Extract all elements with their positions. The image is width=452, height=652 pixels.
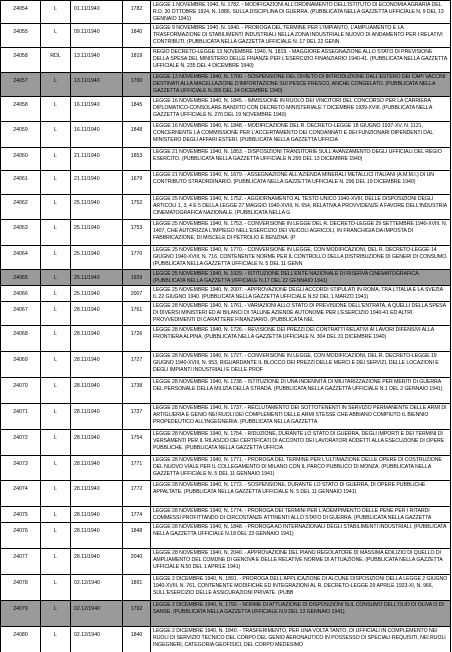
table-row	[1, 302, 451, 326]
act-description: LEGGE 28 NOVEMBRE 1940, N. 1771. - PROROGA DEL TERMINE PER L'ULTIMAZIONE DELLE OPERE DI COSTRUZIONE DEL NUOVO VIALE PER IL COLLEGAMENTO DI MILANO CON IL PARCO PUBBLICO DI MONZA. (PUBBLICATA NELLA GAZZETTA UFFICIALE N. 5 DEL 11 GENNAIO 1941)	[151, 456, 451, 480]
act-date: 28.11/1940	[71, 302, 123, 325]
act-type: L	[41, 404, 71, 429]
act-number: 1761	[123, 302, 151, 325]
table-row	[1, 507, 451, 523]
table-row	[1, 352, 451, 378]
act-number: 1891	[123, 575, 151, 600]
act-date: 02.12/1940	[71, 575, 123, 600]
act-description: LEGGE 21 NOVEMBRE 1940, N. 1679. - ASSEGNAZIONE ALL'AZIENDA MINERALI METALLICI ITALIANI (A.M.M.I.) DI UN CONTRIBUTO STRAORDINARIO. (PUBBLICATA NELLA GAZZETTA UFFICIALE N. 296 DEL 19 DICEMBRE 1940)	[151, 171, 451, 194]
act-number: 1819	[123, 48, 151, 72]
act-date: 13.11/1940	[71, 73, 123, 96]
act-date: 16.11/1940	[71, 97, 123, 121]
act-type: L	[41, 270, 71, 285]
act-number: 1726	[123, 326, 151, 351]
table-row	[1, 601, 451, 627]
act-date: 16.11/1940	[71, 122, 123, 147]
act-description: LEGGE 28 NOVEMBRE 1940, N. 2040. - APPROVAZIONE DEL PIANO REGOLATORE DI MASSIMA EDILIZIO DI QUELLO DI AMPLIAMENTO DEL COMUNE DI GENOVA E DELLE RELATIVE NORME DI ATTUAZIONE. (PUBBLICATA NELLA GAZZETTA UFFICIALE N.50 DEL 1 APRILE 1941)	[151, 549, 451, 574]
record-number: 24059	[1, 122, 41, 147]
act-date: 28.11/1940	[71, 326, 123, 351]
record-number: 24066	[1, 286, 41, 301]
act-type: L	[41, 73, 71, 96]
act-date: 21.11/1940	[71, 171, 123, 194]
act-type: L	[41, 378, 71, 403]
table-row	[1, 1, 451, 24]
act-description: LEGGE 28 NOVEMBRE 1940, N. 1754. - RIDUZIONE, DURANTE LO STATO DI GUERRA, DEGLI IMPORTI E DEI TERMINI DI VERSAMENTI PER IL RILASCIO DEI CERTIFICATI DI ACCONTO DEI LAVORATORI ADDETTI ALLA ESECUZIONE DI OPERE PUBBLICHE. (PUBBLICATA NELLA GAZZETTA UFFICIA	[151, 430, 451, 455]
act-description: LEGGE 16 NOVEMBRE 1940, N. 1845. - IMMISSIONE IN RUOLO DEI VINCITORI DEL CONCORSO PER LA CARRIERA DIPLOMATICO-CONSOLARE BANDITO CON DECRETO MINISTERIALE 7 DICEMBRE 1939-XVIII. (PUBBLICATA NELLA GAZZETTA UFFICIALE N. 270 DEL 19 NOVEMBRE 1940)	[151, 97, 451, 121]
act-number: 1774	[123, 507, 151, 522]
record-number: 24069	[1, 352, 41, 377]
act-number: 1700	[123, 73, 151, 96]
act-number: 1679	[123, 171, 151, 194]
act-number: 2007	[123, 286, 151, 301]
act-date: 09.11/1940	[71, 24, 123, 47]
act-description: LEGGE 25 NOVEMBRE 1940, N. 1753. - CONVERSIONE IN LEGGE DEL R. DECRETO-LEGGE 29 SETTEMBRE 1940-XVIII, N. 1407, CHE AUTORIZZA L'IMPIEGO NELL'ESERCIZIO DEI VEICOLI AGRICOLI, IN FRANCHIGIA DA IMPOSTA DI FABBRICAZIONE, DI MISCELE DI PETROLIO E BENZINA. (P	[151, 220, 451, 245]
record-number: 24064	[1, 246, 41, 269]
record-number: 24076	[1, 523, 41, 548]
act-date: 13.11/1940	[71, 48, 123, 72]
act-number: 1782	[123, 1, 151, 23]
record-number: 24070	[1, 378, 41, 403]
act-description: LEGGE 28 NOVEMBRE 1940, N. 1738. - ISTITUZIONE DI UNA INDENNITÀ DI MILITARIZZAZIONE PER MERITI DI GUERRA DEL PERSONALE DELLA MILIZIA DELLA STRADA. (PUBBLICATA NELLA GAZZETTA UFFICIALE N.1 DEL 2 GENNAIO 1941)	[151, 378, 451, 403]
act-description: LEGGE 2 DICEMBRE 1940, N. 1840. - TRASFERIMENTO, PER UNA VOLTA TANTO, DI UFFICIALI IN COMPLEMENTO NEI RUOLI DI SERVIZIO TECNICO DEL CORPO DEL GENIO AERONAUTICO IN POSSESSO DI SPECIALI REQUISITI, NEI RUOLI INGEGNERI, CATEGORIA GEOFISICI, DEL CORPO MEDESIMO	[151, 627, 451, 652]
act-number: 1853	[123, 148, 151, 170]
table-row	[1, 48, 451, 73]
table-row	[1, 148, 451, 171]
record-number: 24074	[1, 481, 41, 506]
act-description: LEGGE 25 NOVEMBRE 1940, N. 1752. - AGGIORNAMENTO AL TESTO UNICO 1940-XVIII, DELLE DISPOSIZIONI DEGLI ARTICOLI 1, 3, 4 E 5 DELLA LEGGE 27 MAGGIO 1940-XVIII, N. 654, RELATIVA A PROVVIDENZE A FAVORE DELL'INDUSTRIA CINEMATOGRAFICA NAZIONALE. (PUBBLICATA NELLA G	[151, 195, 451, 219]
act-date: 25.11/1940	[71, 220, 123, 245]
record-number: 24079	[1, 601, 41, 626]
act-type: L	[41, 171, 71, 194]
record-number: 24065	[1, 270, 41, 285]
act-date: 28.11/1940	[71, 352, 123, 377]
record-number: 24075	[1, 507, 41, 522]
act-type: L	[41, 246, 71, 269]
act-number: 1752	[123, 195, 151, 219]
record-number: 24057	[1, 73, 41, 96]
record-number: 24058	[1, 97, 41, 121]
table-row	[1, 195, 451, 220]
table-row	[1, 24, 451, 48]
record-number: 24071	[1, 404, 41, 429]
act-description: REGIO DECRETO-LEGGE 13 NOVEMBRE 1940, N. 1819. - MAGGIORE ASSEGNAZIONE ALLO STATO DI PREVISIONE DELLA SPESA DEL MINISTERO DELLE FINANZE PER L'ESERCIZIO FINANZIARIO 1940-41. (PUBBLICATA NELLA GAZZETTA UFFICIALE N. 235 DEL 4 DICEMBRE 1940)	[151, 48, 451, 72]
act-type: L	[41, 481, 71, 506]
table-row	[1, 326, 451, 352]
act-number: 1840	[123, 24, 151, 47]
act-type: L	[41, 456, 71, 480]
act-description: LEGGE 25 NOVEMBRE 1940, N. 1770. - CONVERSIONE IN LEGGE, CON MODIFICAZIONI, DEL R. DECRETO-LEGGE 14 GIUGNO 1940-XVIII, N. 716, CONTENENTE NORME PER IL CONTROLLO DELLA DISTRIBUZIONE DI GENERI DI CONSUMO. (PUBBLICATA NELLA GAZZETTA UFFICIALE N. 5 DEL 11 GENN	[151, 246, 451, 269]
act-number: 1840	[123, 627, 151, 652]
act-number: 1845	[123, 97, 151, 121]
record-number: 24063	[1, 220, 41, 245]
act-date: 02.12/1940	[71, 601, 123, 626]
record-number: 24054	[1, 1, 41, 23]
act-type: L	[41, 97, 71, 121]
act-description: LEGGE 28 NOVEMBRE 1940, N. 1737. - RECLUTAMENTO DEI SOTTOTENENTI IN SERVIZIO PERMANENTE DELLE ARMI DI ARTIGLIERIA E GENIO NEI RUOLI DEI COMPLEMENTI DELLE ARMI STESSE CHE ABBIANO COMPIUTO IL BIENNIO PROPEDEUTICO ALL'INGEGNERIA. (PUBBLICATA NELLA GAZZETTA	[151, 404, 451, 429]
act-date: 25.11/1940	[71, 270, 123, 285]
act-description: LEGGE 28 NOVEMBRE 1940, N. 1727. - CONVERSIONE IN LEGGE, CON MODIFICAZIONI, DEL R. DECRETO-LEGGE 19 GIUGNO 1940-XVIII, N. 953, RIGUARDANTE IL BLOCCO DEI PREZZI DELLE MERCI E DEI SERVIZI, DELLE LOCAZIONI E DEGLI IMPIANTI INDUSTRIALI E DELLE PROF	[151, 352, 451, 377]
act-type: L	[41, 286, 71, 301]
record-number: 24055	[1, 24, 41, 47]
act-date: 28.11/1940	[71, 523, 123, 548]
act-description: LEGGE 25 NOVEMBRE 1940, N. 1929. - ISTITUZIONE DELL'ENTE NAZIONALE DI RISERVA CINEMATOGRAFICA. (PUBBLICATA NELLA GAZZETTA UFFICIALE N.17 DEL 22 GENNAIO 1941)	[151, 270, 451, 285]
record-number: 24078	[1, 575, 41, 600]
act-type: L	[41, 430, 71, 455]
record-number: 24073	[1, 456, 41, 480]
act-description: LEGGE 21 NOVEMBRE 1940, N. 1853. - DISPOSIZIONI TRANSITORIE SULL'AVANZAMENTO DEGLI UFFICIALI DEL REGIO ESERCITO. (PUBBLICATA NELLA GAZZETTA UFFICIALE N.290 DEL 13 DICEMBRE 1940)	[151, 148, 451, 170]
act-date: 02.12/1940	[71, 627, 123, 652]
act-description: LEGGE 16 NOVEMBRE 1940, N. 1848. - MODIFICAZIONE DEL R. DECRETO-LEGGE 18 GIUGNO 1937-XV, N. 1121, CONCERNENTE LA COMMISSIONE PER L'ACCERTAMENTO DEI CONDANNATI E DEI FUNZIONARI DIPENDENTI DAL MINISTERO DEGLI AFFARI ESTERI. (PUBBLICATA NELLA GAZZETTA UFFICIA	[151, 122, 451, 147]
act-type: L	[41, 575, 71, 600]
act-description: LEGGE 1 NOVEMBRE 1940, N. 1782. - MODIFICAZIONI ALL'ORDINAMENTO DELL'ISTITUTO DI ECONOMIA AGRARIA DEL R.D. 30 OTTOBRE 1924, N. 1886, SULLA DISCIPLINA DI GUERRA. (PUBBLICATA NELLA GAZZETTA UFFICIALE N. 9 DEL 13 GENNAIO 1941)	[151, 1, 451, 23]
record-number: 24068	[1, 326, 41, 351]
table-row	[1, 286, 451, 302]
act-description: LEGGE 28 NOVEMBRE 1940, N. 1848. - PROROGA AD INTERNAZIONALI DEGLI STABILIMENTI INDUSTRIALI. (PUBBLICATA NELLA GAZZETTA UFFICIALE N.18 DEL 23 GENNAIO 1941)	[151, 523, 451, 548]
act-date: 25.11/1940	[71, 286, 123, 301]
table-row	[1, 523, 451, 549]
table-row	[1, 549, 451, 575]
act-number: 1770	[123, 246, 151, 269]
act-date: 28.11/1940	[71, 507, 123, 522]
act-number: 1848	[123, 122, 151, 147]
record-number: 24062	[1, 195, 41, 219]
act-description: LEGGE 28 NOVEMBRE 1940, N. 1774. - PROROGA DEI TERMINI PER L'ADEMPIMENTO DELLE PENE PER I RITARDI COMMESSI PROFITTANDO DI CIRCOSTANZE ATTINENTI ALLO STATO DI GUERRA. (PUBBLICATA NELLA GAZZETTA	[151, 507, 451, 522]
table-row	[1, 481, 451, 507]
act-number: 1772	[123, 481, 151, 506]
record-number: 24060	[1, 148, 41, 170]
record-number: 24061	[1, 171, 41, 194]
act-date: 28.11/1940	[71, 481, 123, 506]
act-description: LEGGE 13 NOVEMBRE 1940, N. 1700. - SOSPENSIONE DEL DIVIETO DI INTRODUZIONE DALL'ESTERO DEI CAPI VACCINI DESTINATI ALLA MACELLAZIONE D'IMPORTAZIONE SUI PESCE FRESCO, ANCHE CONGELATO. (PUBBLICATA NELLA GAZZETTA UFFICIALE N.300 DEL 24 DICEMBRE 1940)	[151, 73, 451, 96]
table-row	[1, 220, 451, 246]
act-type: L	[41, 523, 71, 548]
table-row	[1, 122, 451, 148]
table-row	[1, 97, 451, 122]
act-description: LEGGE 25 NOVEMBRE 1940, N. 2007. - APPROVAZIONE DEGLI ACCORDI STIPULATI IN ROMA, TRA L'ITALIA E LA SVEZIA IL 22 GIUGNO 1940. (PUBBLICATA NELLA GAZZETTA UFFICIALE N.52 DEL 1 MARZO 1941)	[151, 286, 451, 301]
act-number: 1738	[123, 378, 151, 403]
table-row	[1, 575, 451, 601]
act-number: 1754	[123, 430, 151, 455]
table-row	[1, 246, 451, 270]
act-date: 21.11/1940	[71, 148, 123, 170]
act-number: 1848	[123, 523, 151, 548]
table-row	[1, 430, 451, 456]
record-number: 24067	[1, 302, 41, 325]
act-type: L	[41, 1, 71, 23]
act-date: 28.11/1940	[71, 404, 123, 429]
record-number: 24080	[1, 627, 41, 652]
act-date: 28.11/1940	[71, 378, 123, 403]
act-type: L	[41, 549, 71, 574]
act-type: L	[41, 302, 71, 325]
act-number: 2040	[123, 549, 151, 574]
act-date: 01.11/1940	[71, 1, 123, 23]
table-row	[1, 627, 451, 652]
record-number: 24077	[1, 549, 41, 574]
act-description: LEGGE 2 DICEMBRE 1940, N. 1891. - PROROGA DELL'APPLICAZIONE DI ALCUNE DISPOSIZIONI DELLA LEGGE 2 GIUGNO 1940-XVIII, N. 761, CONTENENTE MODIFICHE ED INTEGRAZIONI AL R. DECRETO-LEGGE 29 APRILE 1923-XI, N. 966, SULL'ESERCIZIO DELLE ASSICURAZIONI PRIVATE. (PUBB	[151, 575, 451, 600]
table-row	[1, 378, 451, 404]
table-row	[1, 73, 451, 97]
act-date: 28.11/1940	[71, 549, 123, 574]
act-date: 28.11/1940	[71, 430, 123, 455]
act-date: 25.11/1940	[71, 246, 123, 269]
record-number: 24058	[1, 48, 41, 72]
act-type: L	[41, 507, 71, 522]
act-type: L	[41, 601, 71, 626]
act-type: L	[41, 627, 71, 652]
act-type: L	[41, 220, 71, 245]
table-row	[1, 270, 451, 286]
record-number: 24072	[1, 430, 41, 455]
act-type: RDL	[41, 48, 71, 72]
act-number: 1727	[123, 352, 151, 377]
act-number: 1753	[123, 220, 151, 245]
act-type: L	[41, 326, 71, 351]
act-type: L	[41, 148, 71, 170]
act-number: 1771	[123, 456, 151, 480]
act-description: LEGGE 9 NOVEMBRE 1940, N. 1840. - PROROGA DEL TERMINE PER L'IMPIANTO, L'AMPLIAMENTO E LA TRASFORMAZIONE DI STABILIMENTI INDUSTRIALI NELLA ZONA INDUSTRIALE NUOVO DI ANDAMENTO PER I RELATIVI CONTRIBUTI. (PUBBLICATA NELLA GAZZETTA UFFICIALE N. 17 DEL 22 GENN	[151, 24, 451, 47]
act-date: 25.11/1940	[71, 195, 123, 219]
act-type: L	[41, 195, 71, 219]
table-row	[1, 456, 451, 481]
act-number: 1792	[123, 601, 151, 626]
act-number: 1929	[123, 270, 151, 285]
table-row	[1, 171, 451, 195]
act-description: LEGGE 2 DICEMBRE 1940, N. 1792. - NORME DI ATTUAZIONE DI DISPOSIZIONI SUL CONSUMO DELL'OLIO DI OLIVA O DI SANSE. (PUBBLICATA NELLA GAZZETTA UFFICIALE N.9 DEL 13 GENNAIO 1941)	[151, 601, 451, 626]
act-type: L	[41, 122, 71, 147]
act-number: 1737	[123, 404, 151, 429]
table-row	[1, 404, 451, 430]
act-description: LEGGE 28 NOVEMBRE 1940, N. 1772. - SOSPENSIONE, DURANTE LO STATO DI GUERRA, DI OPERE PUBBLICHE APPALTATE. (PUBBLICATA NELLA GAZZETTA UFFICIALE N. 5 DEL 11 GENNAIO 1941)	[151, 481, 451, 506]
act-date: 28.11/1940	[71, 456, 123, 480]
act-type: L	[41, 352, 71, 377]
act-type: L	[41, 24, 71, 47]
act-description: LEGGE 28 NOVEMBRE 1940, N. 1761. - VARIAZIONI ALLO STATO DI PREVISIONE DELL'ENTRATA, A QUELLI DELLA SPESA DI DIVERSI MINISTERI ED AI BILANCI DI TALUNE AZIENDE AUTONOME PER L'ESERCIZIO 1940-41 ED ALTRI PROVVEDIMENTI DI CARATTERE FINANZIARIO. (PUBBLICATA NEL	[151, 302, 451, 325]
act-description: LEGGE 28 NOVEMBRE 1940, N. 1726. - REVISIONE DEI PREZZI DEI CONTRATTI RELATIVI AI LAVORI DIFENSIVI ALLA FRONTIERA ALPINA. (PUBBLICATA NELLA GAZZETTA UFFICIALE N. 304 DEL 31 DICEMBRE 1940)	[151, 326, 451, 351]
